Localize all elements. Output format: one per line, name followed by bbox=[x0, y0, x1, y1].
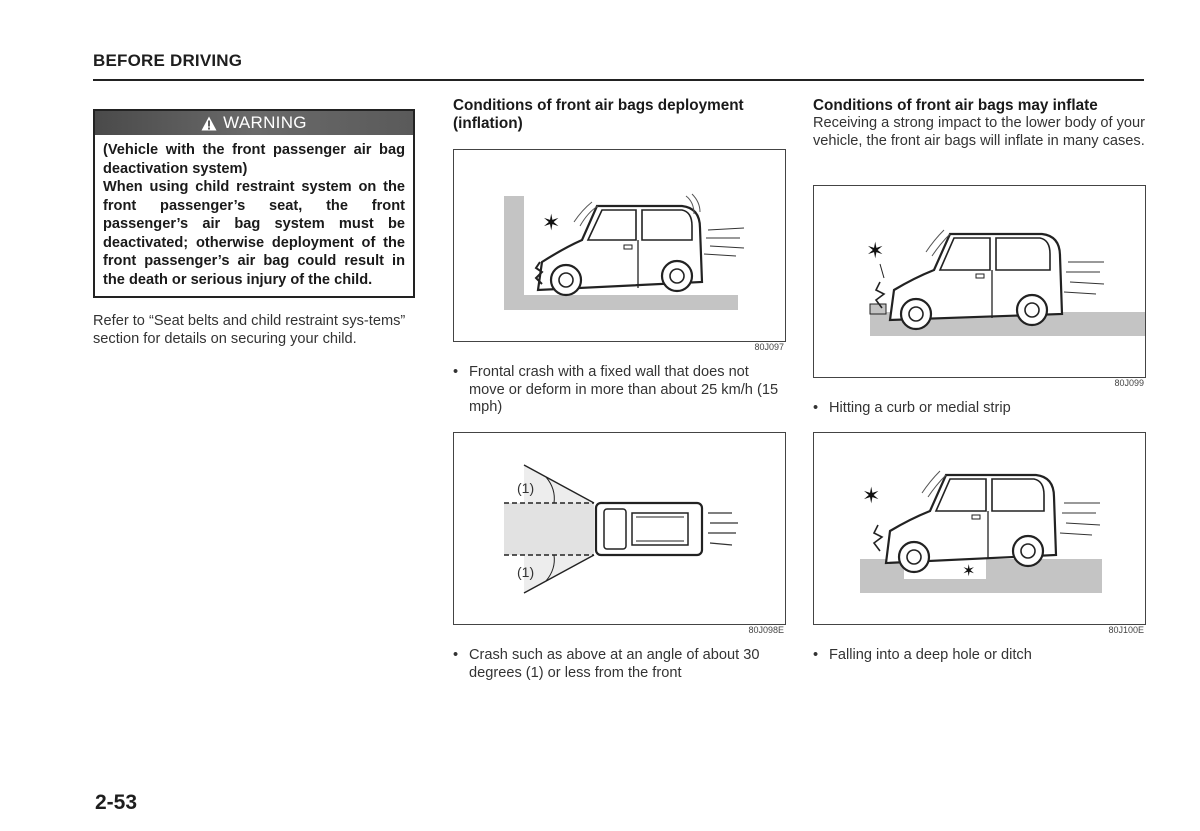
svg-text:✶: ✶ bbox=[542, 211, 561, 236]
warning-label: WARNING bbox=[223, 113, 307, 132]
left-column bbox=[93, 97, 415, 348]
angle-crash-illustration bbox=[454, 433, 785, 624]
warning-header bbox=[95, 111, 413, 135]
figure-code-3: 80J099 bbox=[1114, 378, 1144, 388]
figure-angle-crash bbox=[453, 432, 786, 625]
warning-subtitle: (Vehicle with the front passenger air bag deactivation system) bbox=[103, 142, 405, 177]
page-number: 2-53 bbox=[95, 791, 138, 814]
figure-ditch bbox=[813, 432, 1146, 625]
warning-triangle-icon bbox=[201, 116, 217, 131]
angle-label-bottom: (1) bbox=[517, 564, 535, 580]
angle-label-top: (1) bbox=[517, 480, 535, 496]
may-inflate-intro: Receiving a strong impact to the lower body of your vehicle, the front air bags will inflate in many cases. bbox=[813, 115, 1145, 149]
svg-text:✶: ✶ bbox=[862, 484, 881, 509]
warning-body bbox=[95, 135, 413, 296]
middle-column bbox=[453, 97, 785, 133]
refer-text: Refer to “Seat belts and child restraint sys-tems” section for details on securing your child. bbox=[93, 313, 406, 347]
bullet-dot: • bbox=[453, 647, 459, 663]
section-header: BEFORE DRIVING bbox=[93, 51, 243, 70]
may-inflate-title: Conditions of front air bags may inflate bbox=[813, 97, 1098, 114]
bullet-curb bbox=[813, 400, 1145, 418]
bullet-text: Hitting a curb or medial strip bbox=[829, 400, 1011, 416]
bullet-dot: • bbox=[453, 364, 459, 380]
curb-illustration bbox=[814, 186, 1145, 377]
bullet-text: Crash such as above at an angle of about 30 degrees (1) or less from the front bbox=[469, 647, 760, 681]
bullet-ditch bbox=[813, 647, 1145, 665]
bullet-frontal-crash bbox=[453, 364, 785, 417]
figure-code-4: 80J100E bbox=[1108, 625, 1144, 635]
warning-text: When using child restraint system on the front passenger’s seat, the front passenger’s air bag system must be deactivated; otherwise deployment of the front passenger’s air bag could result in the death or serious injury of the child. bbox=[103, 179, 405, 288]
svg-text:✶: ✶ bbox=[866, 239, 885, 264]
figure-curb bbox=[813, 185, 1146, 378]
figure-code-2: 80J098E bbox=[748, 625, 784, 635]
figure-code-1: 80J097 bbox=[754, 342, 784, 352]
bullet-angle-crash bbox=[453, 647, 785, 682]
svg-text:✶: ✶ bbox=[962, 561, 976, 580]
bullet-dot: • bbox=[813, 647, 819, 663]
header-rule bbox=[93, 79, 1144, 81]
ditch-illustration bbox=[814, 433, 1145, 624]
deployment-title: Conditions of front air bags deployment (inflation) bbox=[453, 97, 744, 132]
bullet-dot: • bbox=[813, 400, 819, 416]
bullet-text: Falling into a deep hole or ditch bbox=[829, 647, 1032, 663]
frontal-crash-illustration bbox=[454, 150, 785, 341]
bullet-text: Frontal crash with a fixed wall that does not move or deform in more than about 25 km/h (15 mph) bbox=[469, 364, 779, 415]
right-column bbox=[813, 97, 1145, 150]
warning-box bbox=[93, 109, 415, 298]
figure-frontal-crash bbox=[453, 149, 786, 342]
